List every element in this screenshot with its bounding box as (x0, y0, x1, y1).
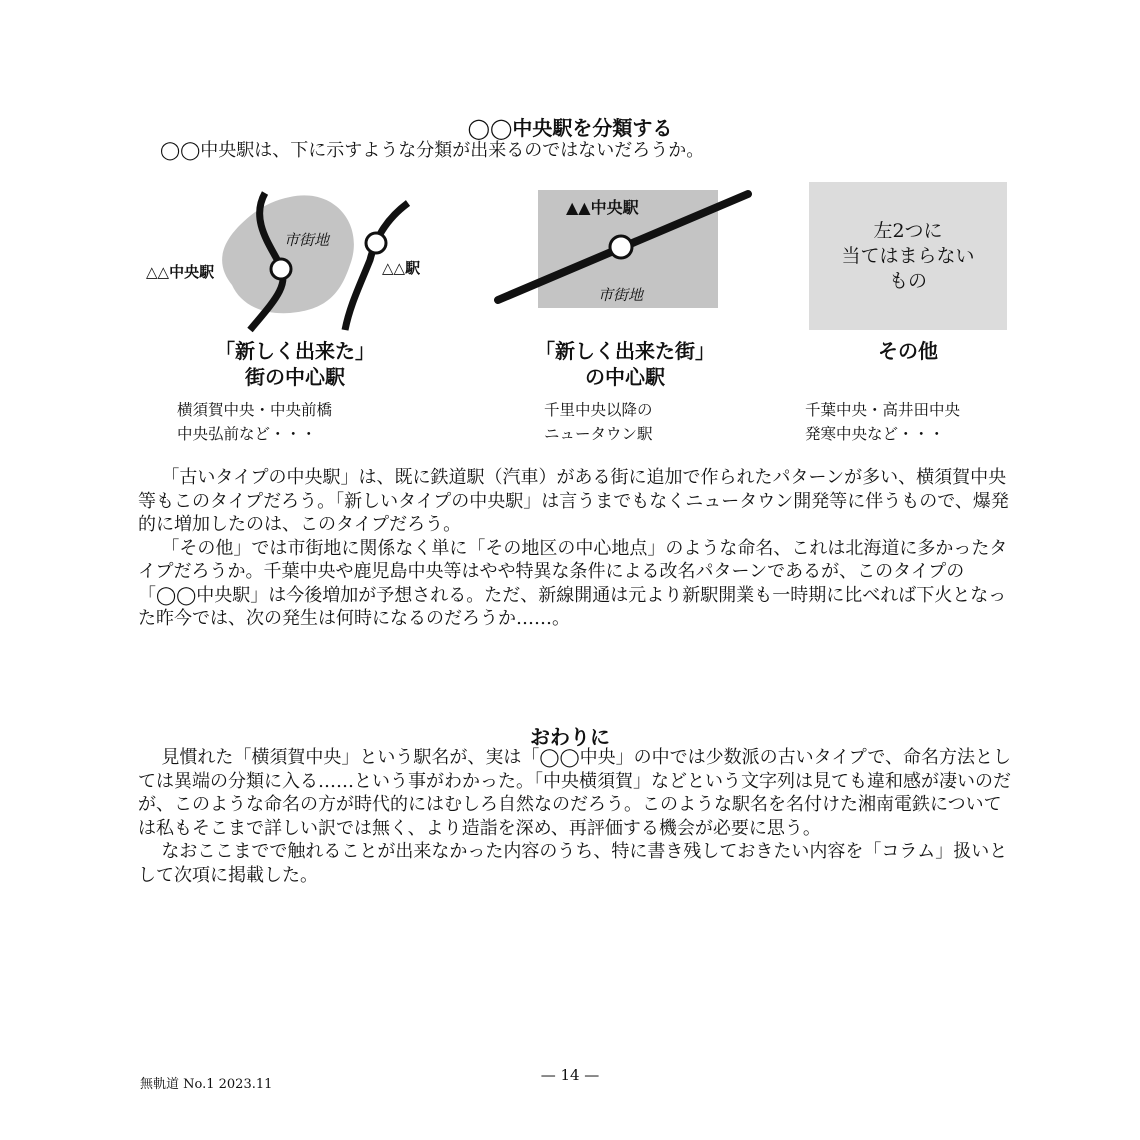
category-new-line-1: 「新しく出来た街」 (535, 339, 715, 363)
box-line-1: 左2つに (873, 219, 943, 242)
category-title-other (808, 338, 1008, 364)
page-number: — 14 — (540, 1066, 600, 1084)
section-title-conclusion: おわりに (530, 725, 610, 749)
category-old-line-2: 街の中心駅 (245, 365, 345, 389)
box-line-3: もの (888, 269, 927, 292)
example-old-1: 横須賀中央・中央前橋 (177, 401, 333, 419)
fig1-center-station-label: △△中央駅 (146, 263, 215, 281)
category-other-line-1: その他 (878, 339, 938, 363)
body1-paragraph-2: 「その他」では市街地に関係なく単に「その地区の中心地点」のような命名、これは北海道に多かったタイプだろうか。千葉中央や鹿児島中央等はやや特異な条件による改名パターンであるが、このタイプの「◯◯中央駅」は今後増加が予想される。ただ、新線開通は元より新駅開業も一時期に比べれば下火となった昨今では、次の発生は何時になるのだろうか……。 (138, 537, 1008, 629)
examples-new (544, 398, 653, 446)
example-new-1: 千里中央以降の (544, 401, 653, 419)
station-center-marker (271, 259, 291, 279)
examples-other (805, 398, 960, 446)
section-title-classification: ◯◯中央駅を分類する (467, 116, 673, 140)
other-category-box (809, 182, 1007, 330)
diagram-old-town-center (140, 185, 470, 335)
example-other-2: 発寒中央など・・・ (805, 425, 945, 443)
fig2-station-label: ▲▲中央駅 (566, 198, 639, 217)
diagram-new-town-center (490, 182, 760, 312)
body1-paragraph-1: 「古いタイプの中央駅」は、既に鉄道駅（汽車）がある街に追加で作られたパターンが多い、横須賀中央等もこのタイプだろう。「新しいタイプの中央駅」は言うまでもなくニュータウン開発等に伴うもので、爆発的に増加したのは、このタイプだろう。 (138, 467, 1009, 535)
station-other-marker (366, 233, 386, 253)
category-new-line-2: の中心駅 (585, 365, 665, 389)
category-title-old (180, 338, 410, 390)
intro-text: ◯◯中央駅は、下に示すような分類が出来るのではないだろうか。 (160, 140, 705, 161)
fig1-other-station-label: △△駅 (382, 259, 421, 277)
example-old-2: 中央弘前など・・・ (177, 425, 317, 443)
category-title-new (500, 338, 750, 390)
station-marker (610, 236, 632, 258)
body2-paragraph-1: 見慣れた「横須賀中央」という駅名が、実は「◯◯中央」の中では少数派の古いタイプで、命名方法としては異端の分類に入る……という事がわかった。「中央横須賀」などという文字列は見ても違和感が凄いのだが、このような命名の方が時代的にはむしろ自然なのだろう。このような駅名を名付けた湘南電鉄については私もそこまで詳しい訳では無く、より造詣を深め、再評価する機会が必要に思う。 (138, 747, 1011, 839)
fig2-city-label: 市街地 (598, 286, 644, 304)
example-other-1: 千葉中央・高井田中央 (805, 401, 961, 419)
body-section-2 (138, 746, 1018, 887)
category-old-line-1: 「新しく出来た」 (215, 339, 375, 363)
examples-old (177, 398, 332, 446)
example-new-2: ニュータウン駅 (544, 425, 653, 443)
publication-info: 無軌道 No.1 2023.11 (140, 1077, 273, 1092)
body-section-1 (138, 466, 1018, 631)
fig1-city-label: 市街地 (284, 231, 330, 249)
box-line-2: 当てはまらない (841, 244, 975, 267)
body2-paragraph-2: なおここまでで触れることが出来なかった内容のうち、特に書き残しておきたい内容を「コラム」扱いとして次項に掲載した。 (138, 841, 1008, 886)
city-area-shape (222, 195, 354, 313)
